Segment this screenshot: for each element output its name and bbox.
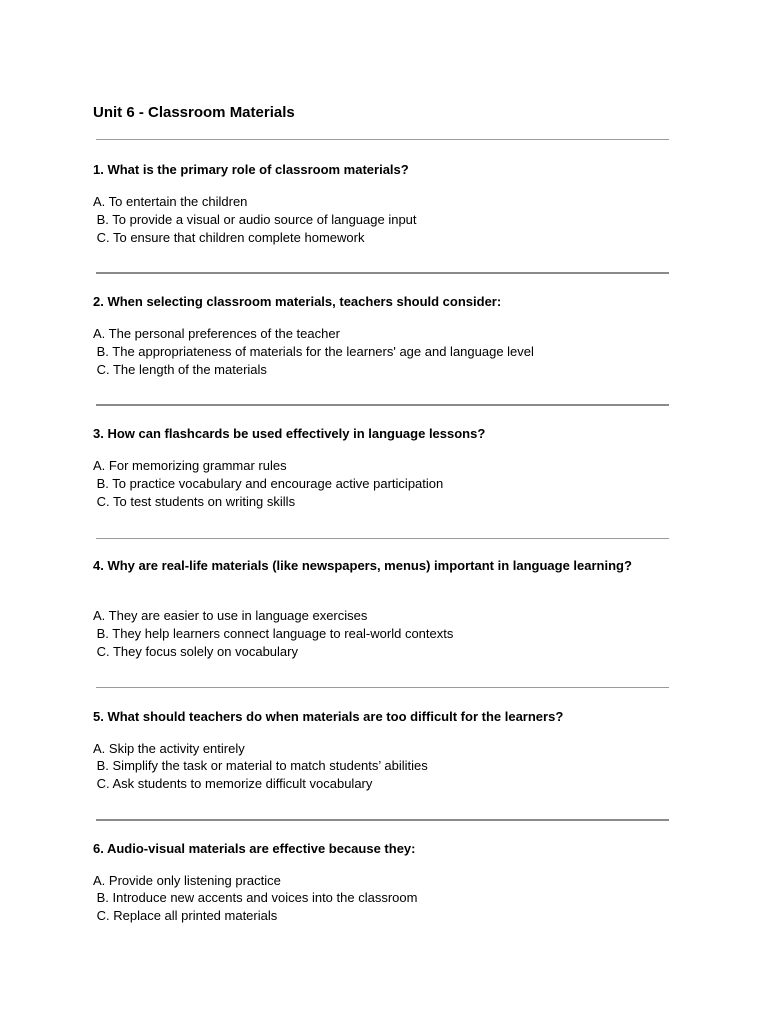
question-6-prompt: 6. Audio-visual materials are effective because they: (93, 841, 416, 856)
question-6-option-b: B. Introduce new accents and voices into the classroom (93, 890, 418, 905)
question-2-prompt: 2. When selecting classroom materials, teachers should consider: (93, 294, 502, 309)
divider (96, 404, 669, 406)
question-1-option-b: B. To provide a visual or audio source of language input (93, 212, 417, 227)
divider (96, 687, 669, 688)
question-2-option-c: C. The length of the materials (93, 362, 267, 377)
question-4-option-c: C. They focus solely on vocabulary (93, 644, 298, 659)
question-1-prompt: 1. What is the primary role of classroom materials? (93, 162, 409, 177)
question-4-option-b: B. They help learners connect language to real-world contexts (93, 626, 454, 641)
question-5-prompt: 5. What should teachers do when materials are too difficult for the learners? (93, 709, 564, 724)
question-4-prompt: 4. Why are real-life materials (like newspapers, menus) important in language learning? (93, 558, 632, 573)
divider (96, 272, 669, 274)
question-5-option-c: C. Ask students to memorize difficult vocabulary (93, 776, 373, 791)
question-6-option-a: A. Provide only listening practice (93, 873, 281, 888)
divider (96, 139, 669, 140)
question-1-option-c: C. To ensure that children complete homework (93, 230, 365, 245)
question-3-option-a: A. For memorizing grammar rules (93, 458, 287, 473)
page-title: Unit 6 - Classroom Materials (93, 104, 295, 121)
question-1-option-a: A. To entertain the children (93, 194, 248, 209)
question-4-option-a: A. They are easier to use in language exercises (93, 608, 368, 623)
divider (96, 819, 669, 821)
question-5-option-b: B. Simplify the task or material to match students’ abilities (93, 758, 428, 773)
question-3-option-c: C. To test students on writing skills (93, 494, 296, 509)
question-5-option-a: A. Skip the activity entirely (93, 741, 245, 756)
question-3-prompt: 3. How can flashcards be used effectively in language lessons? (93, 426, 486, 441)
question-3-option-b: B. To practice vocabulary and encourage active participation (93, 476, 444, 491)
divider (96, 538, 669, 539)
question-6-option-c: C. Replace all printed materials (93, 908, 278, 923)
question-2-option-a: A. The personal preferences of the teacher (93, 326, 340, 341)
question-2-option-b: B. The appropriateness of materials for the learners' age and language level (93, 344, 534, 359)
